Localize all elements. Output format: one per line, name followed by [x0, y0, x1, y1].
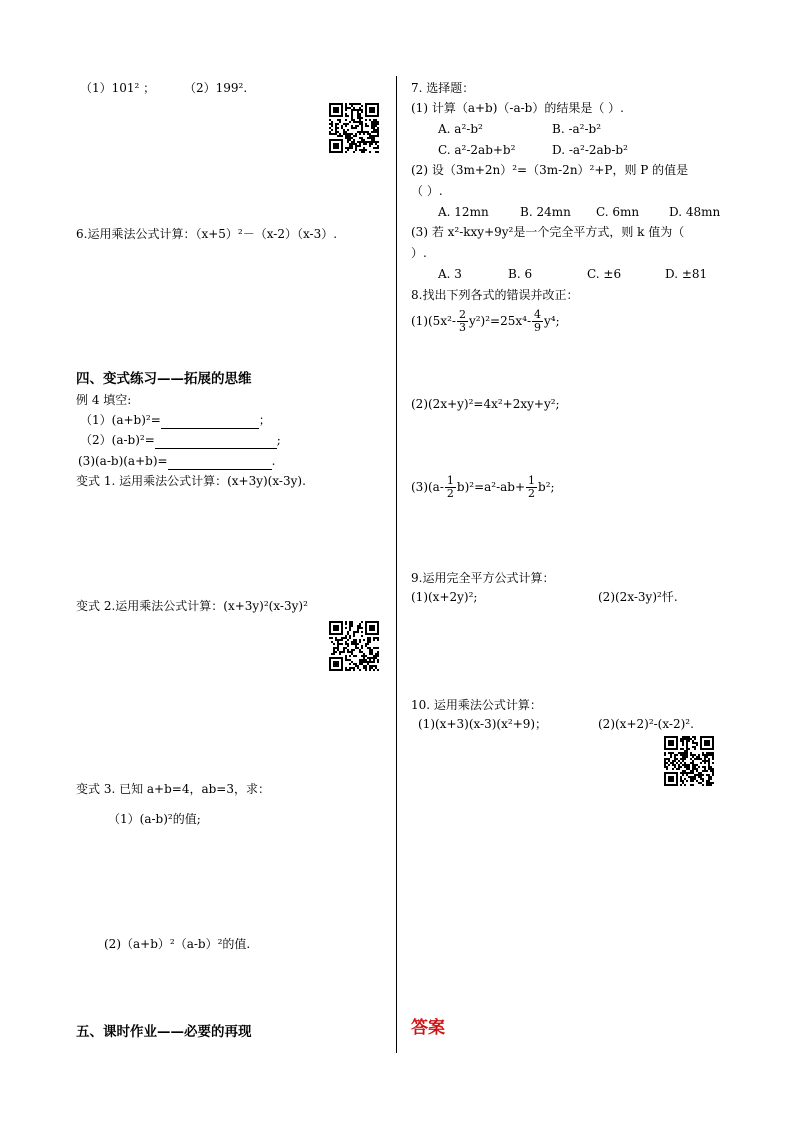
example-4-item-2 — [80, 432, 281, 449]
example-4-item-3-label: (3)(a-b)(a+b)= — [78, 454, 168, 468]
question-10-title: 10. 运用乘法公式计算： — [411, 698, 542, 712]
qr-code-3 — [664, 736, 714, 786]
q8-1-part-c: y⁴; — [544, 314, 560, 328]
variation-3-part-2: (2)（a+b）²（a-b）²的值. — [104, 937, 251, 951]
question-7-1: (1) 计算（a+b)（-a-b）的结果是（ ）. — [411, 101, 624, 115]
q7-1-option-a: A. a²-b² — [438, 122, 483, 136]
q8-3-part-b: b)²=a²-ab+ — [456, 480, 526, 494]
blank-line — [155, 432, 277, 449]
fraction — [445, 475, 456, 500]
fraction-numerator: 1 — [446, 474, 454, 487]
question-8-2: (2)(2x+y)²=4x²+2xy+y²; — [411, 397, 560, 411]
variation-2: 变式 2.运用乘法公式计算：(x+3y)²(x-3y)² — [76, 599, 308, 613]
question-6: 6.运用乘法公式计算：（x+5）²－（x-2）（x-3）. — [76, 227, 338, 241]
q-101: （1）101² ； — [80, 81, 156, 95]
section-4-title: 四、变式练习——拓展的思维 — [76, 371, 252, 387]
column-divider — [396, 76, 397, 1053]
fraction — [457, 309, 468, 334]
example-4-item-1-end: ； — [258, 413, 271, 427]
question-9-2: (2)(2x-3y)²忏. — [598, 590, 678, 604]
q7-2-option-d: D. 48mn — [669, 205, 721, 219]
q7-3-option-b: B. 6 — [508, 267, 533, 281]
question-7-title: 7. 选择题： — [411, 81, 475, 95]
question-9-title: 9.运用完全平方公式计算： — [411, 571, 555, 585]
question-8-3 — [411, 470, 555, 504]
example-4-item-1 — [80, 412, 271, 429]
fraction-denominator: 2 — [528, 487, 536, 500]
q7-2-option-b: B. 24mn — [520, 205, 571, 219]
question-10-2: (2)(x+2)²-(x-2)². — [598, 717, 694, 731]
example-4-item-3 — [78, 453, 275, 470]
q-199: （2）199². — [184, 81, 248, 95]
question-8-title: 8.找出下列各式的错误并改正： — [411, 288, 579, 302]
q8-3-part-c: b²; — [538, 480, 555, 494]
q8-3-part-a: (3)(a- — [411, 480, 444, 494]
blank-line — [161, 412, 259, 429]
q7-3-option-c: C. ±6 — [587, 267, 622, 281]
fraction-denominator: 9 — [534, 321, 541, 334]
question-10-1: (1)(x+3)(x-3)(x²+9)； — [418, 717, 548, 731]
blank-line — [168, 453, 272, 470]
q7-1-option-c: C. a²-2ab+b² — [438, 143, 516, 157]
fraction-denominator: 2 — [446, 487, 454, 500]
section-5-title: 五、课时作业——必要的再现 — [76, 1024, 252, 1040]
fraction-numerator: 4 — [534, 308, 541, 321]
variation-3-part-1: （1）(a-b)²的值; — [108, 812, 201, 826]
question-8-1 — [411, 304, 560, 338]
qr-code-2 — [329, 621, 379, 671]
q8-1-part-a: (1)(5x²- — [411, 314, 456, 328]
example-4-title: 例 4 填空: — [76, 393, 132, 407]
fraction — [532, 309, 543, 334]
fraction — [526, 475, 537, 500]
fraction-denominator: 3 — [458, 321, 466, 334]
question-7-3: (3) 若 x²-kxy+9y²是一个完全平方式，则 k 值为（ — [411, 225, 685, 239]
variation-3: 变式 3. 已知 a+b=4，ab=3，求： — [76, 782, 270, 796]
example-4-item-1-label: （1）(a+b)²= — [80, 413, 161, 427]
question-7-2-cont: （ ）. — [411, 184, 443, 198]
question-7-2: (2) 设（3m+2n）²=（3m-2n）²+P，则 P 的值是 — [411, 163, 689, 177]
fraction-numerator: 2 — [458, 308, 466, 321]
answer-label: 答案 — [411, 1018, 445, 1038]
q7-1-option-b: B. -a²-b² — [552, 122, 602, 136]
example-4-item-2-end: ; — [276, 433, 281, 447]
example-4-item-3-end: . — [271, 454, 276, 468]
q7-2-option-a: A. 12mn — [438, 205, 489, 219]
qr-code-1 — [329, 103, 379, 153]
variation-1: 变式 1. 运用乘法公式计算：(x+3y)(x-3y). — [76, 474, 306, 488]
q7-3-option-d: D. ±81 — [665, 267, 708, 281]
fraction-numerator: 1 — [528, 474, 536, 487]
q8-1-part-b: y²)²=25x⁴- — [468, 314, 531, 328]
q7-2-option-c: C. 6mn — [596, 205, 640, 219]
q7-1-option-d: D. -a²-2ab-b² — [552, 143, 628, 157]
example-4-item-2-label: （2）(a-b)²= — [80, 433, 155, 447]
q7-3-option-a: A. 3 — [438, 267, 462, 281]
question-9-1: (1)(x+2y)²; — [411, 590, 478, 604]
question-7-3-cont: ）. — [411, 246, 427, 260]
